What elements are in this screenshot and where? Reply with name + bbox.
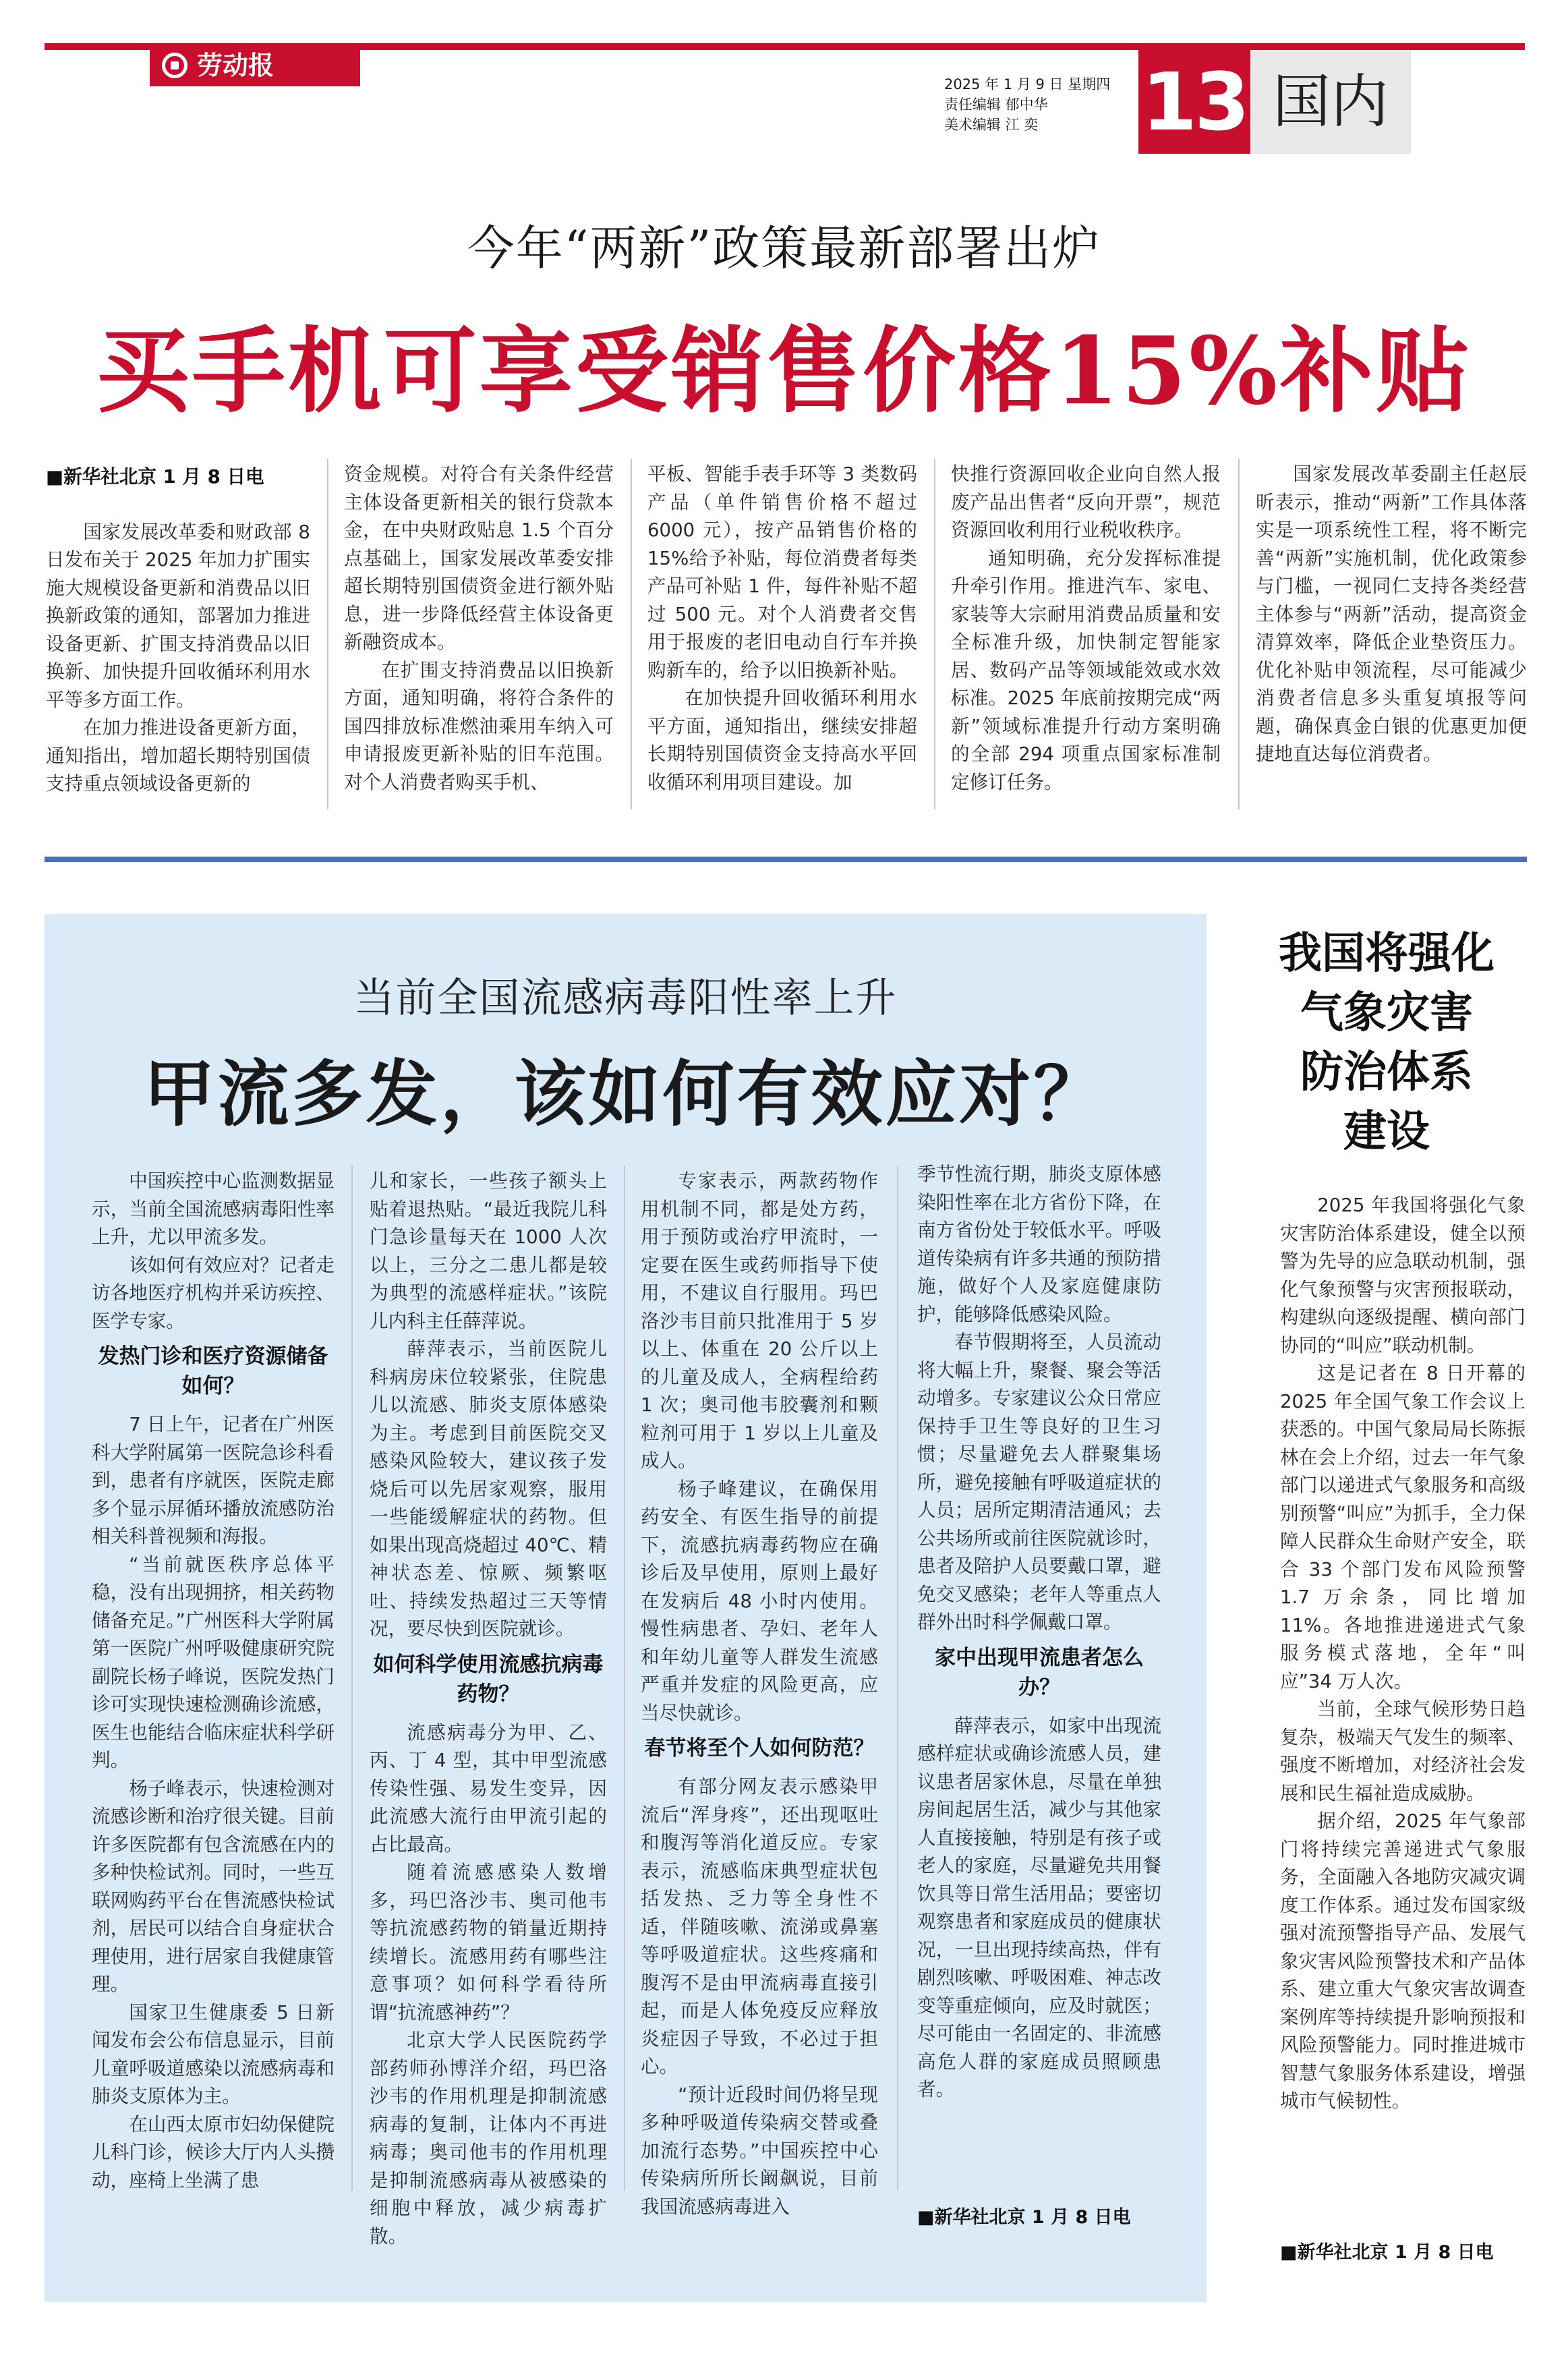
article2-kicker: 当前全国流感病毒阳性率上升 bbox=[353, 975, 898, 1022]
article2-column-1 bbox=[92, 1167, 335, 2194]
edition-info bbox=[944, 74, 1146, 135]
column-divider bbox=[327, 459, 328, 809]
article1-column-5 bbox=[1256, 460, 1527, 768]
column-divider bbox=[897, 1166, 898, 2191]
article2-subhead: 如何科学使用流感抗病毒药物？ bbox=[373, 1652, 604, 1706]
article1-paragraph: 通知明确，充分发挥标准提升牵引作用。推进汽车、家电、家装等大宗耐用消费品质量和安全标准升级，加快制定智能家居、数码产品等领域能效或水效标准。2025 年底前按期完成“两新”领域标准提升行动方案明确的全部 294 项重点国家标准制定修订任务。 bbox=[951, 546, 1221, 793]
newspaper-logo[interactable] bbox=[150, 45, 360, 86]
sidebar-dateline: ■新华社北京 1 月 8 日电 bbox=[1280, 2242, 1494, 2263]
column-divider bbox=[934, 459, 935, 809]
sidebar-headline-line: 我国将强化 bbox=[1279, 928, 1494, 979]
article1-paragraph: 资金规模。对符合有关条件经营主体设备更新相关的银行贷款本金，在中央财政贴息 1.5 个百分点基础上，国家发展改革委安排超长期特别国债资金进行额外贴息，进一步降低经营主体设备更新融资成本。 bbox=[344, 463, 614, 653]
article2-subhead: 春节将至个人如何防范？ bbox=[644, 1736, 875, 1760]
logo-icon bbox=[162, 53, 187, 78]
article1-paragraph: 在加力推进设备更新方面，通知指出，增加超长期特别国债支持重点领域设备更新的 bbox=[46, 716, 310, 795]
article2-paragraph: 7 日上午，记者在广州医科大学附属第一医院急诊科看到，患者有序就医，医院走廊多个显示屏循环播放流感防治相关科普视频和海报。 bbox=[92, 1413, 335, 1547]
article2-paragraph: 北京大学人民医院药学部药师孙博洋介绍，玛巴洛沙韦的作用机理是抑制流感病毒的复制，让体内不再进病毒；奥司他韦的作用机理是抑制流感病毒从被感染的细胞中释放，减少病毒扩散。 bbox=[370, 2029, 607, 2247]
column-divider bbox=[1238, 459, 1240, 809]
column-divider bbox=[351, 1166, 353, 2191]
article1-paragraph: 在扩围支持消费品以旧换新方面，通知明确，将符合条件的国四排放标准燃油乘用车纳入可申请报废更新补贴的旧车范围。对个人消费者购买手机、 bbox=[344, 658, 614, 793]
responsible-editor: 责任编辑 郁中华 bbox=[944, 96, 1048, 113]
article2-paragraph: 中国疾控中心监测数据显示，当前全国流感病毒阳性率上升，尤以甲流多发。 bbox=[92, 1170, 335, 1248]
section-name: 国内 bbox=[1250, 50, 1411, 154]
article2-paragraph: “预计近段时间仍将呈现多种呼吸道传染病交替或叠加流行态势。”中国疾控中心传染病所所长阚飙说，目前我国流感病毒进入 bbox=[641, 2083, 878, 2218]
article2-headline[interactable]: 甲流多发，该如何有效应对？ bbox=[143, 1052, 1108, 1136]
article1-dateline: ■新华社北京 1 月 8 日电 bbox=[46, 465, 264, 488]
article2-column-3 bbox=[641, 1167, 878, 2220]
article2-paragraph: 春节假期将至，人员流动将大幅上升，聚餐、聚会等活动增多。专家建议公众日常应保持手卫生等良好的卫生习惯；尽量避免去人群聚集场所，避免接触有呼吸道症状的人员；居所定期清洁通风；去公共场所或前往医院就诊时，患者及陪护人员要戴口罩，避免交叉感染；老年人等重点人群外出时科学佩戴口罩。 bbox=[917, 1331, 1161, 1633]
art-editor: 美术编辑 江 奕 bbox=[944, 117, 1039, 133]
article2-paragraph: 流感病毒分为甲、乙、丙、丁 4 型，其中甲型流感传染性强、易发生变异，因此流感大流行由甲流引起的占比最高。 bbox=[370, 1721, 607, 1856]
section-divider bbox=[45, 857, 1527, 862]
article1-paragraph: 在加快提升回收循环利用水平方面，通知指出，继续安排超长期特别国债资金支持高水平回收循环利用项目建设。加 bbox=[647, 687, 917, 793]
article2-paragraph: 儿和家长，一些孩子额头上贴着退热贴。“最近我院儿科门急诊量每天在 1000 人次以上，三分之二患儿都是较为典型的流感样症状。”该院儿内科主任薛萍说。 bbox=[370, 1170, 607, 1332]
article2-paragraph: 薛萍表示，当前医院儿科病房床位较紧张，住院患儿以流感、肺炎支原体感染为主。考虑到目前医院交叉感染风险较大，建议孩子发烧后可以先居家观察，服用一些能缓解症状的药物。但如果出现高烧超过 40℃、精神状态差、惊厥、频繁呕吐、持续发热超过三天等情况，要尽快到医院就诊。 bbox=[370, 1338, 607, 1640]
article1-headline[interactable]: 买手机可享受销售价格15%补贴 bbox=[96, 316, 1472, 426]
article2-paragraph: 随着流感感染人数增多，玛巴洛沙韦、奥司他韦等抗流感药物的销量近期持续增长。流感用药有哪些注意事项？如何科学看待所谓“抗流感神药”？ bbox=[370, 1861, 607, 2023]
article2-paragraph: 杨子峰建议，在确保用药安全、有医生指导的前提下，流感抗病毒药物应在确诊后及早使用，原则上最好在发病后 48 小时内使用。慢性病患者、孕妇、老年人和年幼儿童等人群发生流感严重并发症的风险更高，应当尽快就诊。 bbox=[641, 1477, 878, 1724]
sidebar-paragraph: 当前，全球气候形势日趋复杂，极端天气发生的频率、强度不断增加，对经济社会发展和民生福祉造成威胁。 bbox=[1280, 1698, 1526, 1804]
sidebar-paragraph: 这是记者在 8 日开幕的 2025 年全国气象工作会议上获悉的。中国气象局局长陈振林在会上介绍，过去一年气象部门以递进式气象服务和高级别预警“叫应”为抓手，全力保障人民群众生命财产安全，联合 33 个部门发布风险预警 1.7 万余条，同比增加 11%。各地推进递进式气象服务模式落地，全年“叫应”34 万人次。 bbox=[1280, 1362, 1526, 1692]
sidebar-body bbox=[1280, 1191, 1526, 2115]
article2-paragraph: 在山西太原市妇幼保健院儿科门诊，候诊大厅内人头攒动，座椅上坐满了患 bbox=[92, 2113, 335, 2191]
page-number: 13 bbox=[1138, 50, 1250, 154]
article1-column-1 bbox=[46, 463, 310, 798]
column-divider bbox=[624, 1166, 625, 2191]
article1-column-4 bbox=[951, 460, 1221, 796]
sidebar-headline-line: 防治体系 bbox=[1300, 1047, 1473, 1097]
sidebar-headline[interactable] bbox=[1248, 924, 1526, 1161]
article2-paragraph: 季节性流行期，肺炎支原体感染阳性率在北方省份下降，在南方省份处于较低水平。呼吸道传染病有许多共通的预防措施，做好个人及家庭健康防护，能够降低感染风险。 bbox=[917, 1163, 1161, 1325]
article2-paragraph: 专家表示，两款药物作用机制不同，都是处方药，用于预防或治疗甲流时，一定要在医生或药师指导下使用，不建议自行服用。玛巴洛沙韦目前只批准用于 5 岁以上、体重在 20 公斤以上的儿童及成人，全病程给药 1 次；奥司他韦胶囊剂和颗粒剂可用于 1 岁以上儿童及成人。 bbox=[641, 1170, 878, 1472]
article2-paragraph: 该如何有效应对？记者走访各地医疗机构并采访疾控、医学专家。 bbox=[92, 1253, 335, 1332]
article2-column-4 bbox=[917, 1160, 1161, 2104]
article2-paragraph: “当前就医秩序总体平稳，没有出现拥挤，相关药物储备充足。”广州医科大学附属第一医院广州呼吸健康研究院副院长杨子峰说，医院发热门诊可实现快速检测确诊流感，医生也能结合临床症状科学研判。 bbox=[92, 1553, 335, 1771]
article2-paragraph: 国家卫生健康委 5 日新闻发布会公布信息显示，目前儿童呼吸道感染以流感病毒和肺炎支原体为主。 bbox=[92, 2001, 335, 2107]
article2-dateline: ■新华社北京 1 月 8 日电 bbox=[917, 2207, 1131, 2228]
article1-kicker: 今年“两新”政策最新部署出炉 bbox=[467, 221, 1101, 276]
sidebar-headline-line: 建设 bbox=[1343, 1106, 1430, 1157]
sidebar-paragraph: 据介绍，2025 年气象部门将持续完善递进式气象服务，全面融入各地防灾减灾调度工作体系。通过发布国家级强对流预警指导产品、发展气象灾害风险预警技术和产品体系、建立重大气象灾害故调查案例库等持续提升影响预报和风险预警能力。同时推进城市智慧气象服务体系建设，增强城市气候韧性。 bbox=[1280, 1810, 1526, 2112]
article1-column-3 bbox=[647, 460, 917, 796]
column-divider bbox=[631, 459, 632, 809]
article1-paragraph: 快推行资源回收企业向自然人报废产品出售者“反向开票”，规范资源回收利用行业税收秩序。 bbox=[951, 463, 1221, 541]
article2-subhead: 发热门诊和医疗资源储备如何？ bbox=[98, 1344, 328, 1398]
article1-paragraph: 平板、智能手表手环等 3 类数码产品（单件销售价格不超过 6000 元），按产品销售价格的 15%给予补贴，每位消费者每类产品可补贴 1 件，每件补贴不超过 500 元。对个人消费者交售用于报废的老旧电动自行车并换购新车的，给予以旧换新补贴。 bbox=[647, 463, 917, 681]
logo-text: 劳动报 bbox=[197, 50, 274, 80]
issue-date: 2025 年 1 月 9 日 星期四 bbox=[944, 76, 1111, 92]
sidebar-paragraph: 2025 年我国将强化气象灾害防治体系建设，健全以预警为先导的应急联动机制，强化气象预警与灾害预报联动，构建纵向逐级提醒、横向部门协同的“叫应”联动机制。 bbox=[1280, 1194, 1526, 1356]
article2-paragraph: 杨子峰表示，快速检测对流感诊断和治疗很关键。目前许多医院都有包含流感在内的多种快检试剂。同时，一些互联网购药平台在售流感快检试剂，居民可以结合自身症状合理使用，进行居家自我健康管理。 bbox=[92, 1777, 335, 1995]
article2-paragraph: 薛萍表示，如家中出现流感样症状或确诊流感人员，建议患者居家休息，尽量在单独房间起居生活，减少与其他家人直接接触，特别是有孩子或老人的家庭，尽量避免共用餐饮具等日常生活用品；要密切观察患者和家庭成员的健康状况，一旦出现持续高热，伴有剧烈咳嗽、呼吸困难、神志改变等重症倾向，应及时就医；尽可能由一名固定的、非流感高危人群的家庭成员照顾患者。 bbox=[917, 1714, 1161, 2100]
article1-column-2 bbox=[344, 460, 614, 796]
article2-subhead: 家中出现甲流患者怎么办？ bbox=[935, 1645, 1144, 1700]
sidebar-headline-line: 气象灾害 bbox=[1300, 987, 1473, 1038]
article1-paragraph: 国家发展改革委和财政部 8 日发布关于 2025 年加力扩围实施大规模设备更新和消费品以旧换新政策的通知，部署加力推进设备更新、扩围支持消费品以旧换新、加快提升回收循环利用水平等多方面工作。 bbox=[46, 520, 310, 711]
article2-column-2 bbox=[370, 1167, 607, 2250]
article2-paragraph: 有部分网友表示感染甲流后“浑身疼”，还出现呕吐和腹泻等消化道反应。专家表示，流感临床典型症状包括发热、乏力等全身性不适，伴随咳嗽、流涕或鼻塞等呼吸道症状。这些疼痛和腹泻不是由甲流病毒直接引起，而是人体免疫反应释放炎症因子导致，不必过于担心。 bbox=[641, 1775, 878, 2077]
article1-paragraph: 国家发展改革委副主任赵辰昕表示，推动“两新”工作具体落实是一项系统性工程，将不断完善“两新”实施机制，优化政策参与门槛，一视同仁支持各类经营主体参与“两新”活动，提高资金清算效率，降低企业垫资压力。优化补贴申领流程，尽可能减少消费者信息多头重复填报等问题，确保真金白银的优惠更加便捷地直达每位消费者。 bbox=[1256, 463, 1527, 765]
